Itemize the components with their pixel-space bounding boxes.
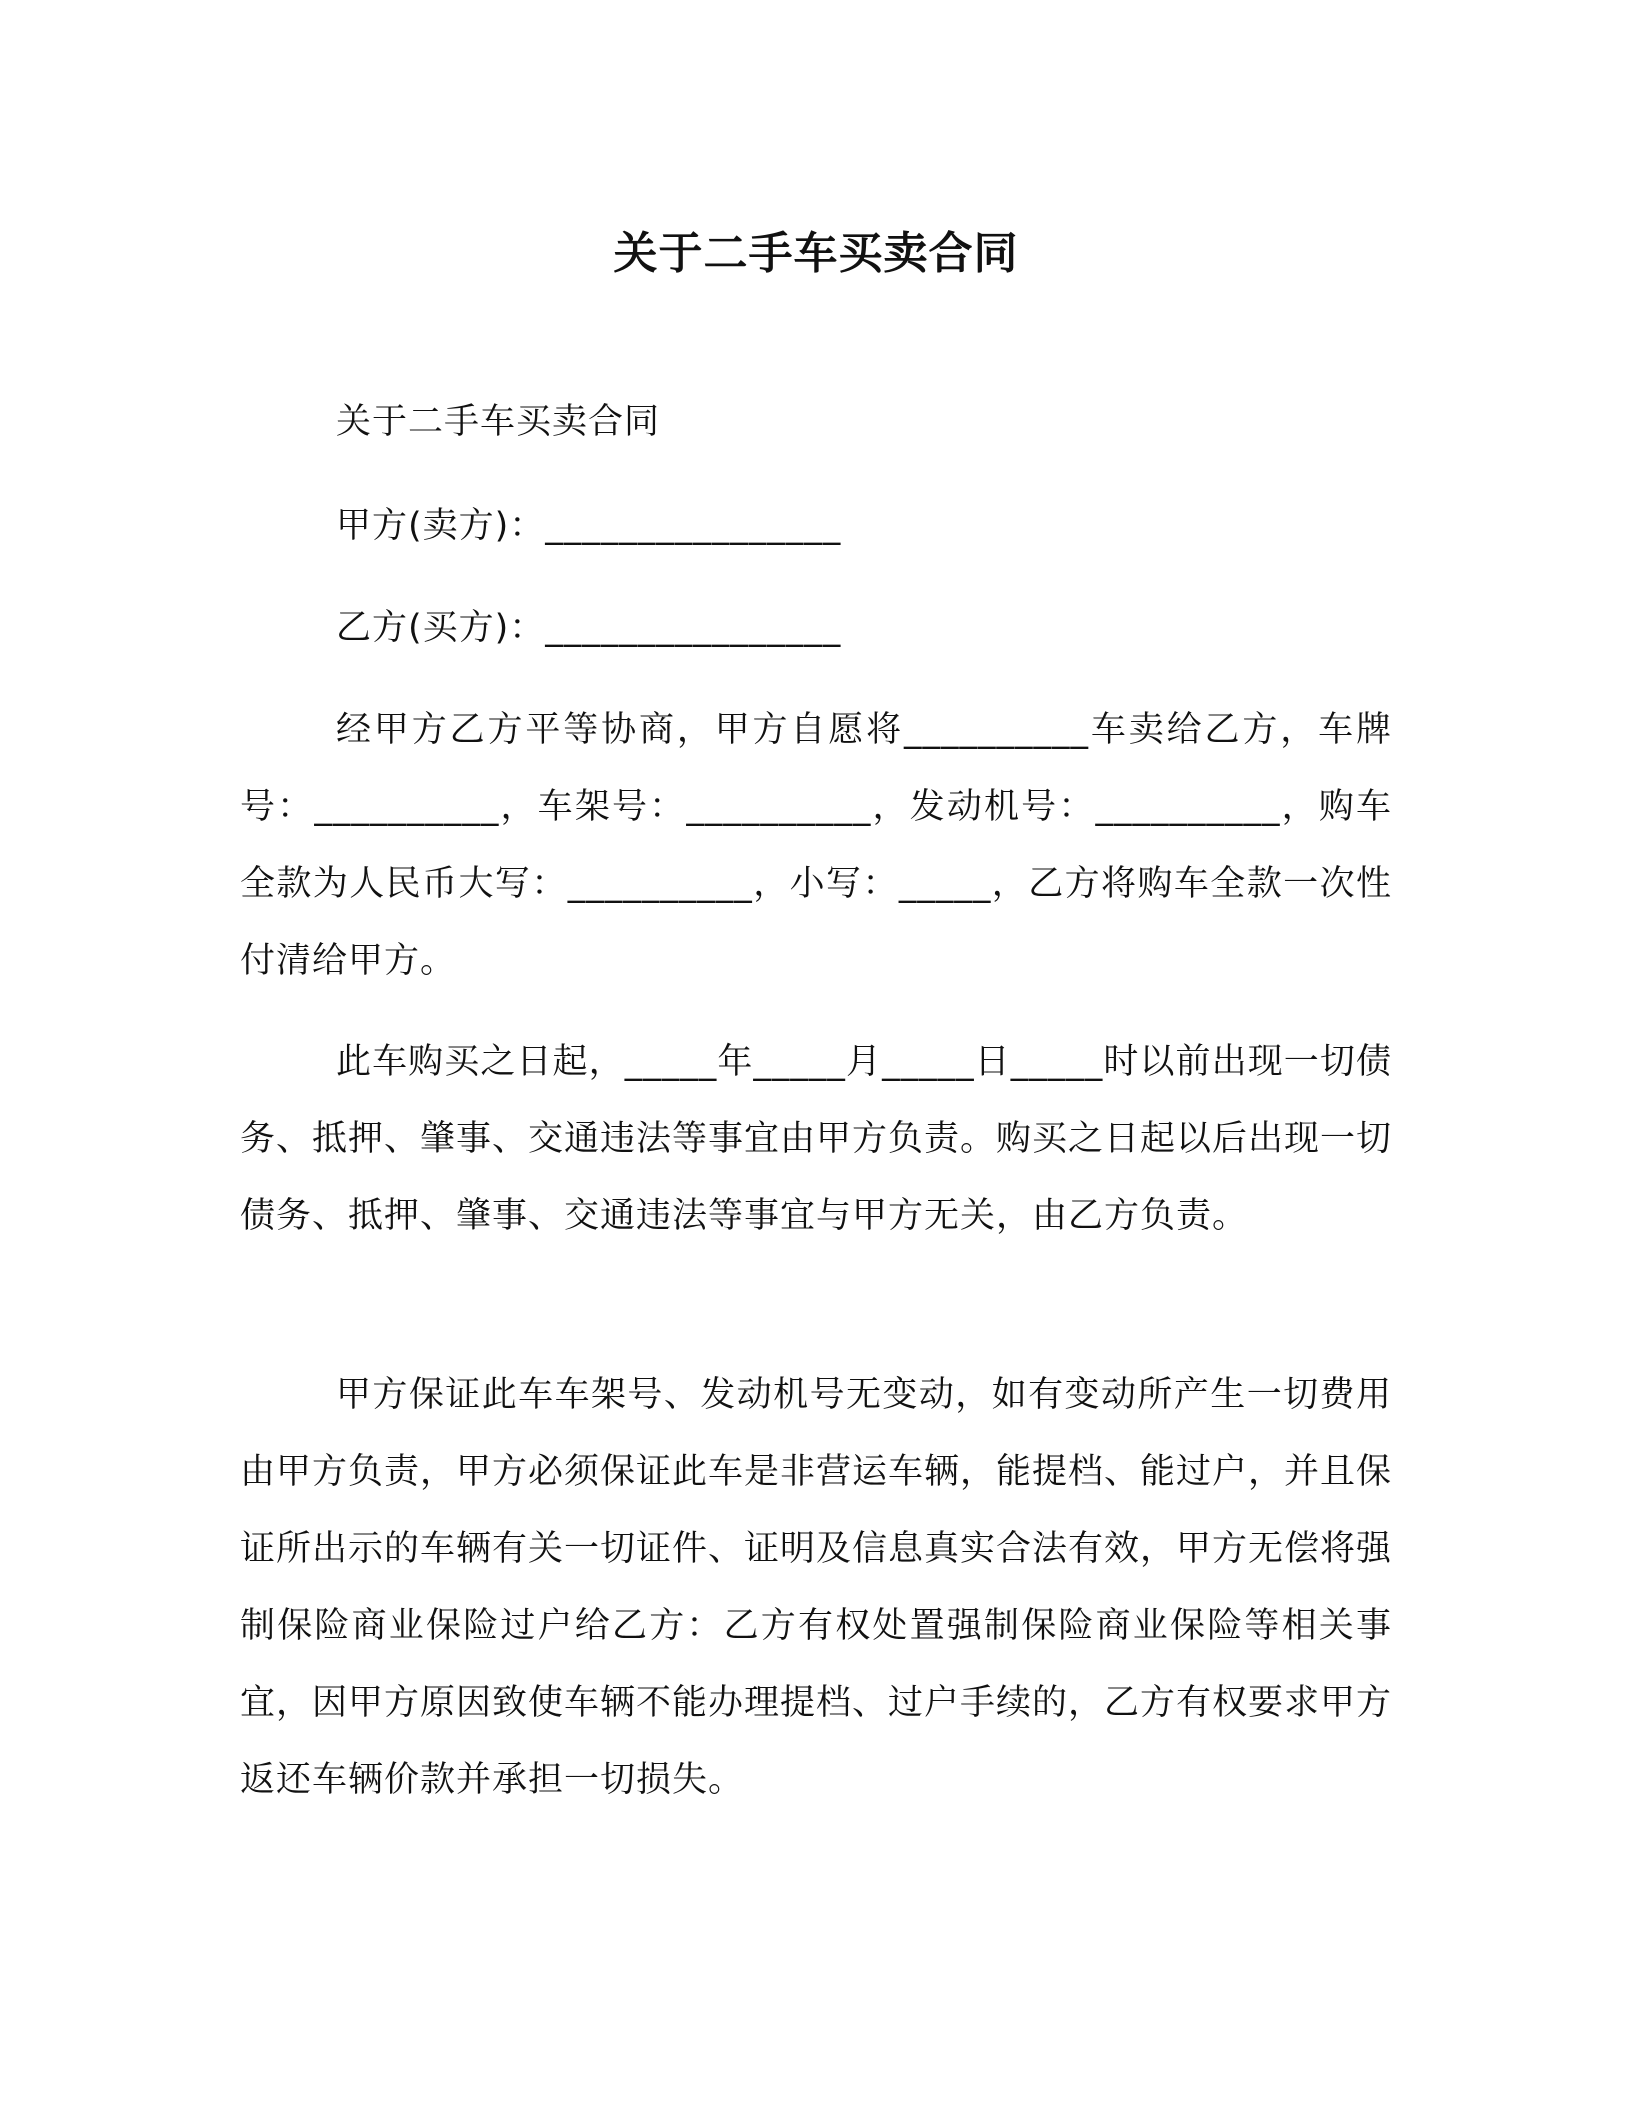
contract-paragraph-1: 经甲方乙方平等协商，甲方自愿将__________车卖给乙方，车牌号：__________，车架号：__________，发动机号：__________，购车全款为人民币大写：__________，小写：_____，乙方将购车全款一次性付清给甲方。 [240, 710, 1392, 981]
document-title: 关于二手车买卖合同 [613, 228, 1019, 279]
party-a-line: 甲方(卖方)：________________ [336, 506, 842, 546]
contract-paragraph-3: 甲方保证此车车架号、发动机号无变动，如有变动所产生一切费用由甲方负责，甲方必须保证此车是非营运车辆，能提档、能过户，并且保证所出示的车辆有关一切证件、证明及信息真实合法有效，甲方无偿将强制保险商业保险过户给乙方：乙方有权处置强制保险商业保险等相关事宜，因甲方原因致使车辆不能办理提档、过户手续的，乙方有权要求甲方返还车辆价款并承担一切损失。 [240, 1375, 1393, 1800]
contract-paragraph-2: 此车购买之日起，_____年_____月_____日_____时以前出现一切债务、抵押、肇事、交通违法等事宜由甲方负责。购买之日起以后出现一切债务、抵押、肇事、交通违法等事宜与甲方无关，由乙方负责。 [240, 1042, 1393, 1236]
contract-paragraph-3-block [240, 1357, 1392, 1819]
contract-paragraph-2-block [240, 1024, 1392, 1255]
contract-paragraph-1-block [240, 692, 1392, 1000]
document-subtitle: 关于二手车买卖合同 [336, 402, 661, 442]
party-b-line: 乙方(买方)：________________ [336, 608, 842, 648]
